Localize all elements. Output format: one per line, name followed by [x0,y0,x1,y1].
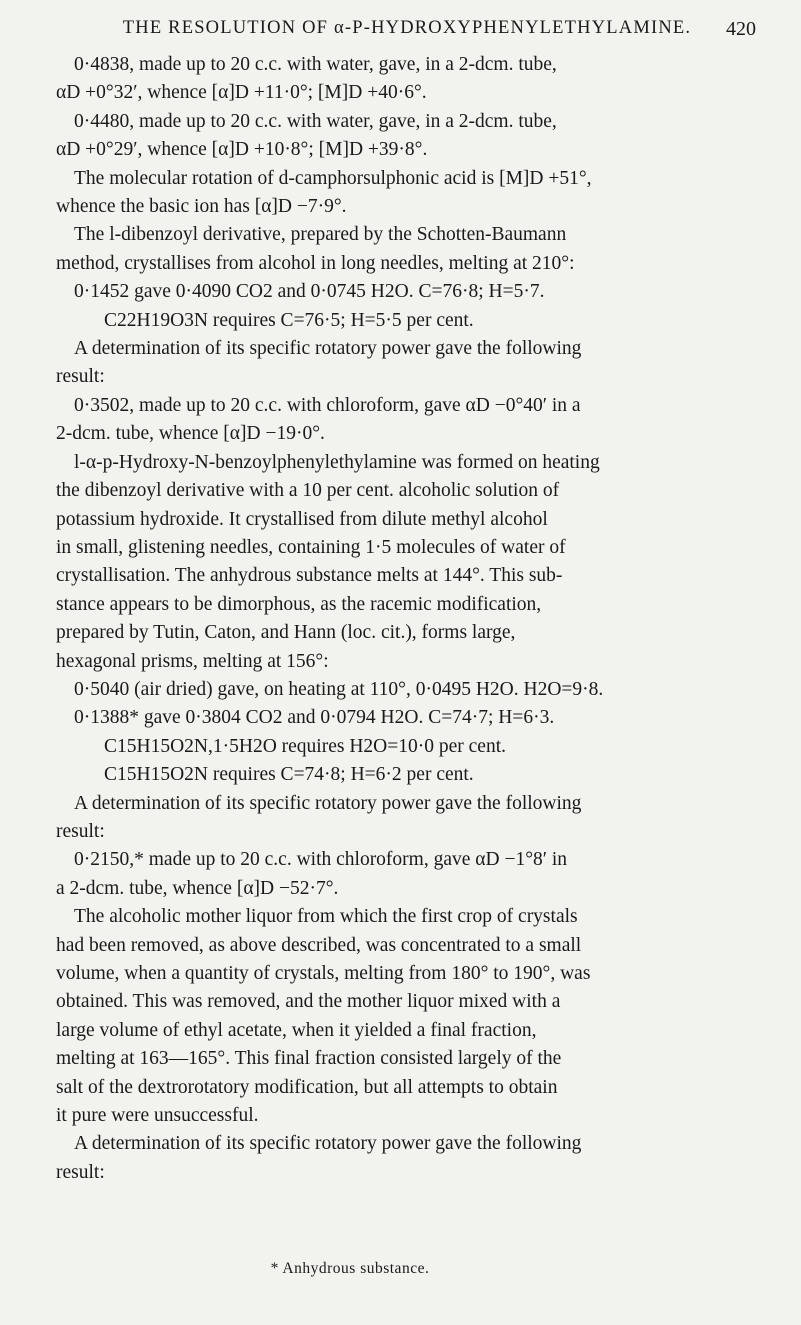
text-line: potassium hydroxide. It crystallised from dilute methyl alcohol [56,508,548,530]
text-line: The alcoholic mother liquor from which the first crop of crystals [74,906,578,928]
text-line: hexagonal prisms, melting at 156°: [56,650,329,672]
text-line: 0·1452 gave 0·4090 CO2 and 0·0745 H2O. C=76·8; H=5·7. [74,281,545,303]
text-line: obtained. This was removed, and the mother liquor mixed with a [56,991,561,1013]
text-line: 0·3502, made up to 20 c.c. with chloroform, gave αD −0°40′ in a [74,394,581,416]
text-line: 0·4480, made up to 20 c.c. with water, gave, in a 2-dcm. tube, [74,110,557,132]
text-line: The l-dibenzoyl derivative, prepared by the Schotten-Baumann [74,224,567,246]
text-line: had been removed, as above described, was concentrated to a small [56,934,582,956]
header-title: THE RESOLUTION OF α-P-HYDROXYPHENYLETHYLAMINE. [122,18,692,38]
text-line: result: [56,1161,105,1183]
text-line: it pure were unsuccessful. [56,1105,259,1127]
text-line: stance appears to be dimorphous, as the racemic modification, [56,593,542,615]
text-line: αD +0°32′, whence [α]D +11·0°; [M]D +40·6°. [56,82,427,104]
text-line: 0·5040 (air dried) gave, on heating at 110°, 0·0495 H2O. H2O=9·8. [74,678,604,700]
journal-page [56,18,756,1187]
page-number: 420 [726,18,756,40]
text-line: A determination of its specific rotatory power gave the following [74,792,582,814]
text-line: melting at 163—165°. This final fraction consisted largely of the [56,1048,562,1070]
text-line: 0·2150,* made up to 20 c.c. with chloroform, gave αD −1°8′ in [74,849,568,871]
text-line: volume, when a quantity of crystals, melting from 180° to 190°, was [56,963,591,984]
text-line: 0·4838, made up to 20 c.c. with water, gave, in a 2-dcm. tube, [74,54,557,75]
text-line: crystallisation. The anhydrous substance melts at 144°. This sub- [56,565,563,587]
text-line: C15H15O2N,1·5H2O requires H2O=10·0 per cent. [104,735,506,757]
footnote: * Anhydrous substance. [270,1260,430,1277]
text-line: A determination of its specific rotatory power gave the following [74,1133,582,1155]
text-line: a 2-dcm. tube, whence [α]D −52·7°. [56,877,339,899]
text-line: in small, glistening needles, containing 1·5 molecules of water of [56,536,566,558]
text-line: large volume of ethyl acetate, when it yielded a final fraction, [56,1019,537,1041]
text-line: salt of the dextrorotatory modification, but all attempts to obtain [56,1076,558,1098]
text-line: The molecular rotation of d-camphorsulphonic acid is [M]D +51°, [74,167,592,189]
text-line: l-α-p-Hydroxy-N-benzoylphenylethylamine was formed on heating [74,451,600,473]
text-line: C22H19O3N requires C=76·5; H=5·5 per cent. [104,309,474,331]
text-line: 0·1388* gave 0·3804 CO2 and 0·0794 H2O. C=74·7; H=6·3. [74,707,555,729]
text-line: result: [56,366,105,388]
text-line: C15H15O2N requires C=74·8; H=6·2 per cent. [104,764,474,786]
text-line: the dibenzoyl derivative with a 10 per cent. alcoholic solution of [56,480,560,502]
text-line: prepared by Tutin, Caton, and Hann (loc. cit.), forms large, [56,622,516,644]
running-header [56,18,756,41]
text-line: result: [56,820,105,842]
text-line: method, crystallises from alcohol in long needles, melting at 210°: [56,252,575,274]
text-line: A determination of its specific rotatory power gave the following [74,338,582,360]
body-text [56,51,756,1187]
text-line: 2-dcm. tube, whence [α]D −19·0°. [56,423,325,445]
text-line: whence the basic ion has [α]D −7·9°. [56,196,347,218]
text-line: αD +0°29′, whence [α]D +10·8°; [M]D +39·8°. [56,139,428,161]
